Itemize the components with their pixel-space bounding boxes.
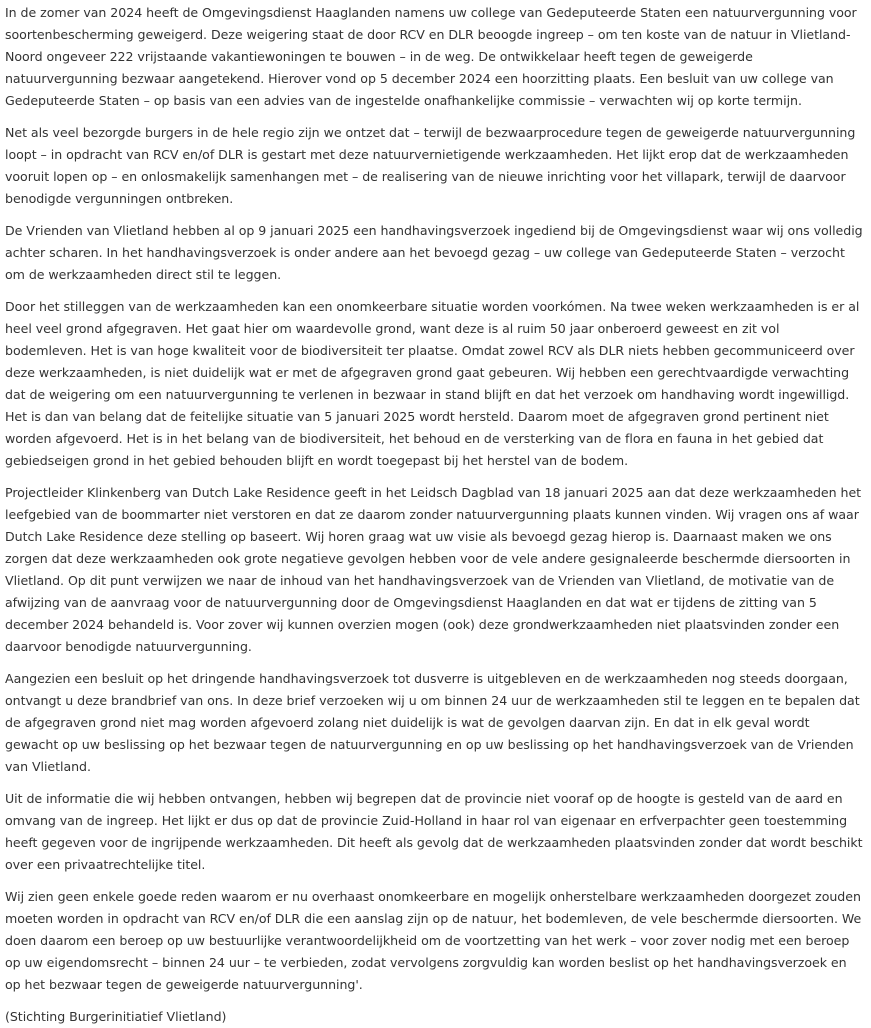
paragraph-4: Door het stilleggen van de werkzaamheden kan een onomkeerbare situatie worden voorkómen. Na twee weken werkzaamheden is er al heel veel grond afgegraven. Het gaat hier om waardevolle grond, want deze is al ruim 50 jaar onberoerd geweest en zit vol bodemleven. Het is van hoge kwaliteit voor de biodiversiteit ter plaatse. Omdat zowel RCV als DLR niets hebben gecommuniceerd over deze werkzaamheden, is niet duidelijk wat er met de afgegraven grond gaat gebeuren. Wij hebben een gerechtvaardigde verwachting dat de weigering om een natuurvergunning te verlenen in bezwaar in stand blijft en dat het verzoek om handhaving wordt ingewilligd. Het is dan van belang dat de feitelijke situatie van 5 januari 2025 wordt hersteld. Daarom moet de afgegraven grond pertinent niet worden afgevoerd. Het is in het belang van de biodiversiteit, het behoud en de versterking van de flora en fauna in het gebied dat gebiedseigen grond in het gebied behouden blijft en wordt toegepast bij het herstel van de bodem. — [5, 299, 860, 468]
paragraph-3: De Vrienden van Vlietland hebben al op 9 januari 2025 een handhavingsverzoek ingediend bij de Omgevingsdienst waar wij ons volledig achter scharen. In het handhavingsverzoek is onder andere aan het bevoegd gezag – uw college van Gedeputeerde Staten – verzocht om de werkzaamheden direct stil te leggen. — [5, 223, 863, 282]
paragraph-5: Projectleider Klinkenberg van Dutch Lake Residence geeft in het Leidsch Dagblad van 18 januari 2025 aan dat deze werkzaamheden het leefgebied van de boommarter niet verstoren en dat ze daarom zonder natuurvergunning plaats kunnen vinden. Wij vragen ons af waar Dutch Lake Residence deze stelling op baseert. Wij horen graag wat uw visie als bevoegd gezag hierop is. Daarnaast maken we ons zorgen dat deze werkzaamheden ook grote negatieve gevolgen hebben voor de vele andere gesignaleerde beschermde diersoorten in Vlietland. Op dit punt verwijzen we naar de inhoud van het handhavingsverzoek van de Vrienden van Vlietland, de motivatie van de afwijzing van de aanvraag voor de natuurvergunning door de Omgevingsdienst Haaglanden en dat wat er tijdens de zitting van 5 december 2024 behandeld is. Voor zover wij kunnen overzien mogen (ook) deze grondwerkzaamheden niet plaatsvinden zonder een daarvoor benodigde natuurvergunning. — [5, 485, 862, 654]
paragraph-8: Wij zien geen enkele goede reden waarom er nu overhaast onomkeerbare en mogelijk onherstelbare werkzaamheden doorgezet zouden moeten worden in opdracht van RCV en/of DLR die een aanslag zijn op de natuur, het bodemleven, de vele beschermde diersoorten. We doen daarom een beroep op uw bestuurlijke verantwoordelijkheid om de voortzetting van het werk – voor zover nodig met een beroep op uw eigendomsrecht – binnen 24 uur – te verbieden, zodat vervolgens zorgvuldig kan worden beslist op het handhavingsverzoek en op het bezwaar tegen de geweigerde natuurvergunning'. — [5, 889, 862, 992]
paragraph-1: In de zomer van 2024 heeft de Omgevingsdienst Haaglanden namens uw college van Gedeputeerde Staten een natuurvergunning voor soortenbescherming geweigerd. Deze weigering staat de door RCV en DLR beoogde ingreep – om ten koste van de natuur in Vlietland-Noord ongeveer 222 vrijstaande vakantiewoningen te bouwen – in de weg. De ontwikkelaar heeft tegen de geweigerde natuurvergunning bezwaar aangetekend. Hierover vond op 5 december 2024 een hoorzitting plaats. Een besluit van uw college van Gedeputeerde Staten – op basis van een advies van de ingestelde onafhankelijke commissie – verwachten wij op korte termijn. — [5, 5, 857, 108]
paragraph-7: Uit de informatie die wij hebben ontvangen, hebben wij begrepen dat de provincie niet vooraf op de hoogte is gesteld van de aard en omvang van de ingreep. Het lijkt er dus op dat de provincie Zuid-Holland in haar rol van eigenaar en erfverpachter geen toestemming heeft gegeven voor de ingrijpende werkzaamheden. Dit heeft als gevolg dat de werkzaamheden plaatsvinden zonder dat wordt beschikt over een privaatrechtelijke titel. — [5, 791, 863, 872]
paragraph-2: Net als veel bezorgde burgers in de hele regio zijn we ontzet dat – terwijl de bezwaarprocedure tegen de geweigerde natuurvergunning loopt – in opdracht van RCV en/of DLR is gestart met deze natuurvernietigende werkzaamheden. Het lijkt erop dat de werkzaamheden vooruit lopen op – en onlosmakelijk samenhangen met – de realisering van de nieuwe inrichting voor het villapark, terwijl de daarvoor benodigde vergunningen ontbreken. — [5, 125, 856, 206]
paragraph-6: Aangezien een besluit op het dringende handhavingsverzoek tot dusverre is uitgebleven en de werkzaamheden nog steeds doorgaan, ontvangt u deze brandbrief van ons. In deze brief verzoeken wij u om binnen 24 uur de werkzaamheden stil te leggen en te bepalen dat de afgegraven grond niet mag worden afgevoerd zolang niet duidelijk is wat de gevolgen daarvan zijn. En dat in elk geval wordt gewacht op uw beslissing op het bezwaar tegen de natuurvergunning en op uw beslissing op het handhavingsverzoek van de Vrienden van Vlietland. — [5, 671, 860, 774]
signature: (Stichting Burgerinitiatief Vlietland) — [5, 1009, 227, 1024]
